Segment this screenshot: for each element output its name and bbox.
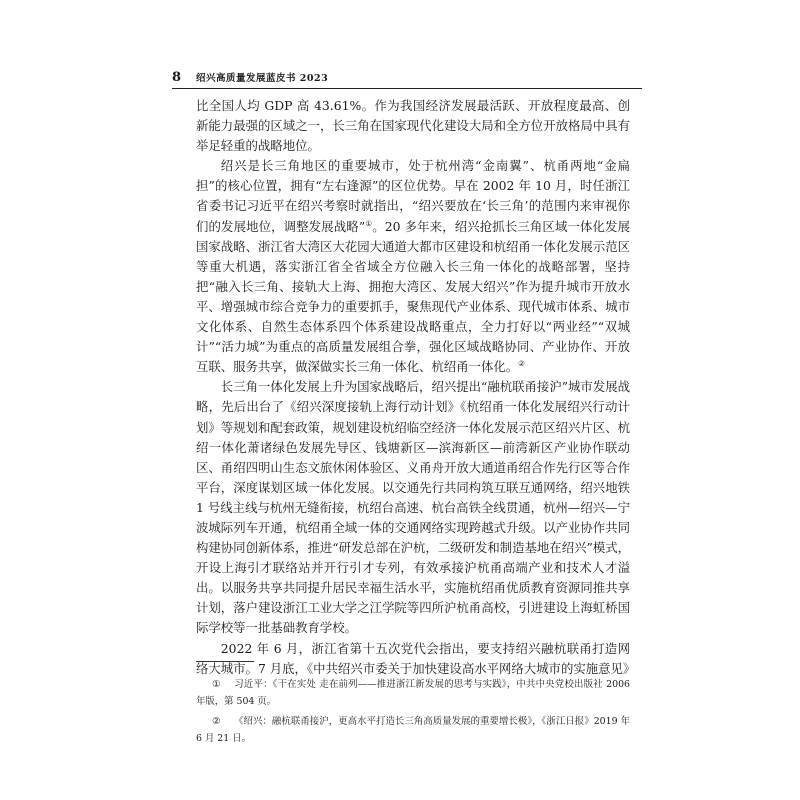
footnotes [196,676,630,750]
paragraph: 2022 年 6 月，浙江省第十五次党代会指出，要支持绍兴融杭联甬打造网络大城市。7 月底，《中共绍兴市委关于加快建设高水平网络大城市的实施意见》 [196,640,636,676]
paragraph-text: 。20 多年来，绍兴抢抓长三角区域一体化发展国家战略、浙江省大湾区大花园大通道大都市区建设和杭绍甬一体化发展示范区等重大机遇，落实浙江省全省域全方位融入长三角一体化的战略部署，坚持把“融入长三角、接轨大上海、拥抱大湾区、发展大绍兴”作为提升城市开放水平、增强城市综合竞争力的重要抓手，聚焦现代产业体系、现代城市体系、城市文化体系、自然生态体系四个体系建设战略重点，全力打好以“两业经”“双城计”“活力城”为重点的高质量发展组合拳，强化区域战略协同、产业协作、开放互联、服务共享，做深做实长三角一体化、杭绍甬一体化。 [196,218,630,375]
paragraph-text: 绍兴是长三角地区的重要城市，处于杭州湾“金南翼”、杭甬两地“金扁担”的核心位置，拥有“左右逢源”的区位优势。早在 2002 年 10 月，时任浙江省委书记习近平在绍兴考察时就指出，“绍兴要放在‘长三角’的范围内来审视你们的发展地位，调整发展战略” [196,158,630,234]
footnote-mark: ① [212,679,221,690]
footnote-ref: ① [365,218,373,228]
footnote-divider [196,661,254,662]
footnote-ref: ② [518,359,525,369]
paragraph: 长三角一体化发展上升为国家战略后，绍兴提出“融杭联甬接沪”城市发展战略，先后出台了《绍兴深度接轨上海行动计划》《杭绍甬一体化发展绍兴行动计划》等规划和配套政策，规划建设杭绍临空经济一体化发展示范区绍兴片区、杭绍一体化萧诸绿色发展先导区、钱塘新区—滨海新区—前湾新区产业协作联动区、甬绍四明山生态文旅休闲体验区、义甬舟开放大通道甬绍合作先行区等合作平台，深度谋划区域一体化发展。以交通先行共同构筑互联互通网络，绍兴地铁 1 号线主线与杭州无缝衔接，杭绍台高速、杭台高铁全线贯通，杭州—绍兴—宁波城际列车开通，杭绍甬全域一体的交通网络实现跨越式升级。以产业协作共同构建协同创新体系，推进“研发总部在沪杭，二级研发和制造基地在绍兴”模式，开设上海引才联络站并开行引才专列，有效承接沪杭甬高端产业和技术人才溢出。以服务共享共同提升居民幸福生活水平，实施杭绍甬优质教育资源同推共享计划，落户建设浙江工业大学之江学院等四所沪杭甬高校，引进建设上海虹桥国际学校等一批基础教育学校。 [196,379,630,636]
footnote-text: 习近平：《干在实处 走在前列——推进浙江新发展的思考与实践》，中共中央党校出版社 2006 年版，第 504 页。 [196,679,630,707]
paragraph [196,156,630,377]
footnote [196,713,630,747]
main-text [196,96,636,679]
footnote-mark: ② [212,716,221,727]
footnote [196,676,630,710]
footnote-text: 《绍兴：融杭联甬接沪，更高水平打造长三角高质量发展的重要增长极》，《浙江日报》2019 年 6 月 21 日。 [196,716,630,744]
paragraph: 比全国人均 GDP 高 43.61%。作为我国经济发展最活跃、开放程度最高、创新能力最强的区域之一，长三角在国家现代化建设大局和全方位开放格局中具有举足轻重的战略地位。 [196,98,630,154]
running-header [172,70,642,89]
book-title: 绍兴高质量发展蓝皮书 2023 [196,73,329,84]
page-number: 8 [172,70,182,85]
